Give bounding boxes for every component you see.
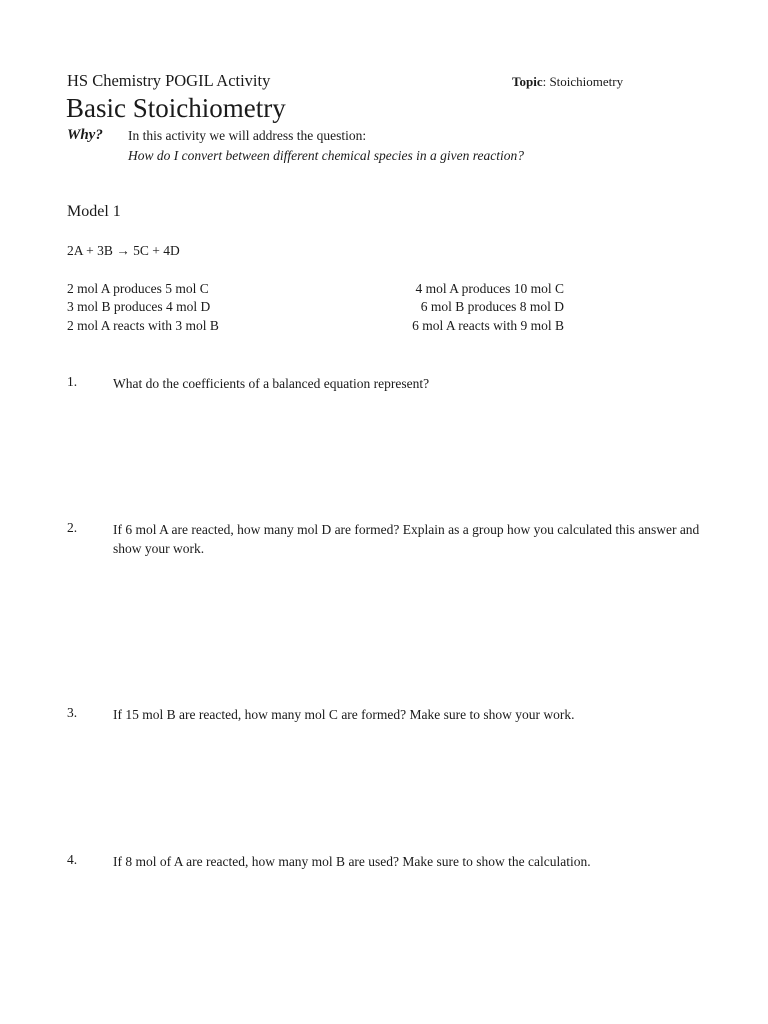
right-fact: 4 mol A produces 10 mol C [415, 281, 564, 296]
question-number: 1. [67, 374, 78, 389]
right-fact: 6 mol A reacts with 9 mol B [412, 318, 564, 333]
topic-value: : Stoichiometry [542, 74, 624, 89]
question-number: 3. [67, 705, 78, 720]
page-title: Basic Stoichiometry [66, 93, 286, 123]
topic-label: Topic [512, 74, 543, 89]
why-intro: In this activity we will address the question: [128, 128, 367, 143]
topic-line [512, 74, 623, 90]
question-number: 4. [67, 852, 78, 867]
left-fact: 2 mol A produces 5 mol C [67, 281, 209, 296]
left-fact: 3 mol B produces 4 mol D [67, 299, 211, 314]
question-text: If 8 mol of A are reacted, how many mol B are used? Make sure to show the calculation. [113, 854, 591, 869]
reaction-equation: 2A + 3B → 5C + 4D [67, 243, 180, 258]
question-text: What do the coefficients of a balanced equation represent? [113, 376, 430, 391]
why-label: Why? [67, 127, 103, 143]
question-text: If 15 mol B are reacted, how many mol C are formed? Make sure to show your work. [113, 707, 575, 722]
question-number: 2. [67, 520, 78, 535]
course-name: HS Chemistry POGIL Activity [67, 71, 271, 90]
left-fact: 2 mol A reacts with 3 mol B [67, 318, 219, 333]
model-heading: Model 1 [67, 203, 121, 220]
question-text: If 6 mol A are reacted, how many mol D are formed? Explain as a group how you calculated this answer and show your work. [113, 522, 700, 556]
why-question: How do I convert between different chemical species in a given reaction? [128, 148, 525, 163]
right-fact: 6 mol B produces 8 mol D [420, 299, 564, 314]
